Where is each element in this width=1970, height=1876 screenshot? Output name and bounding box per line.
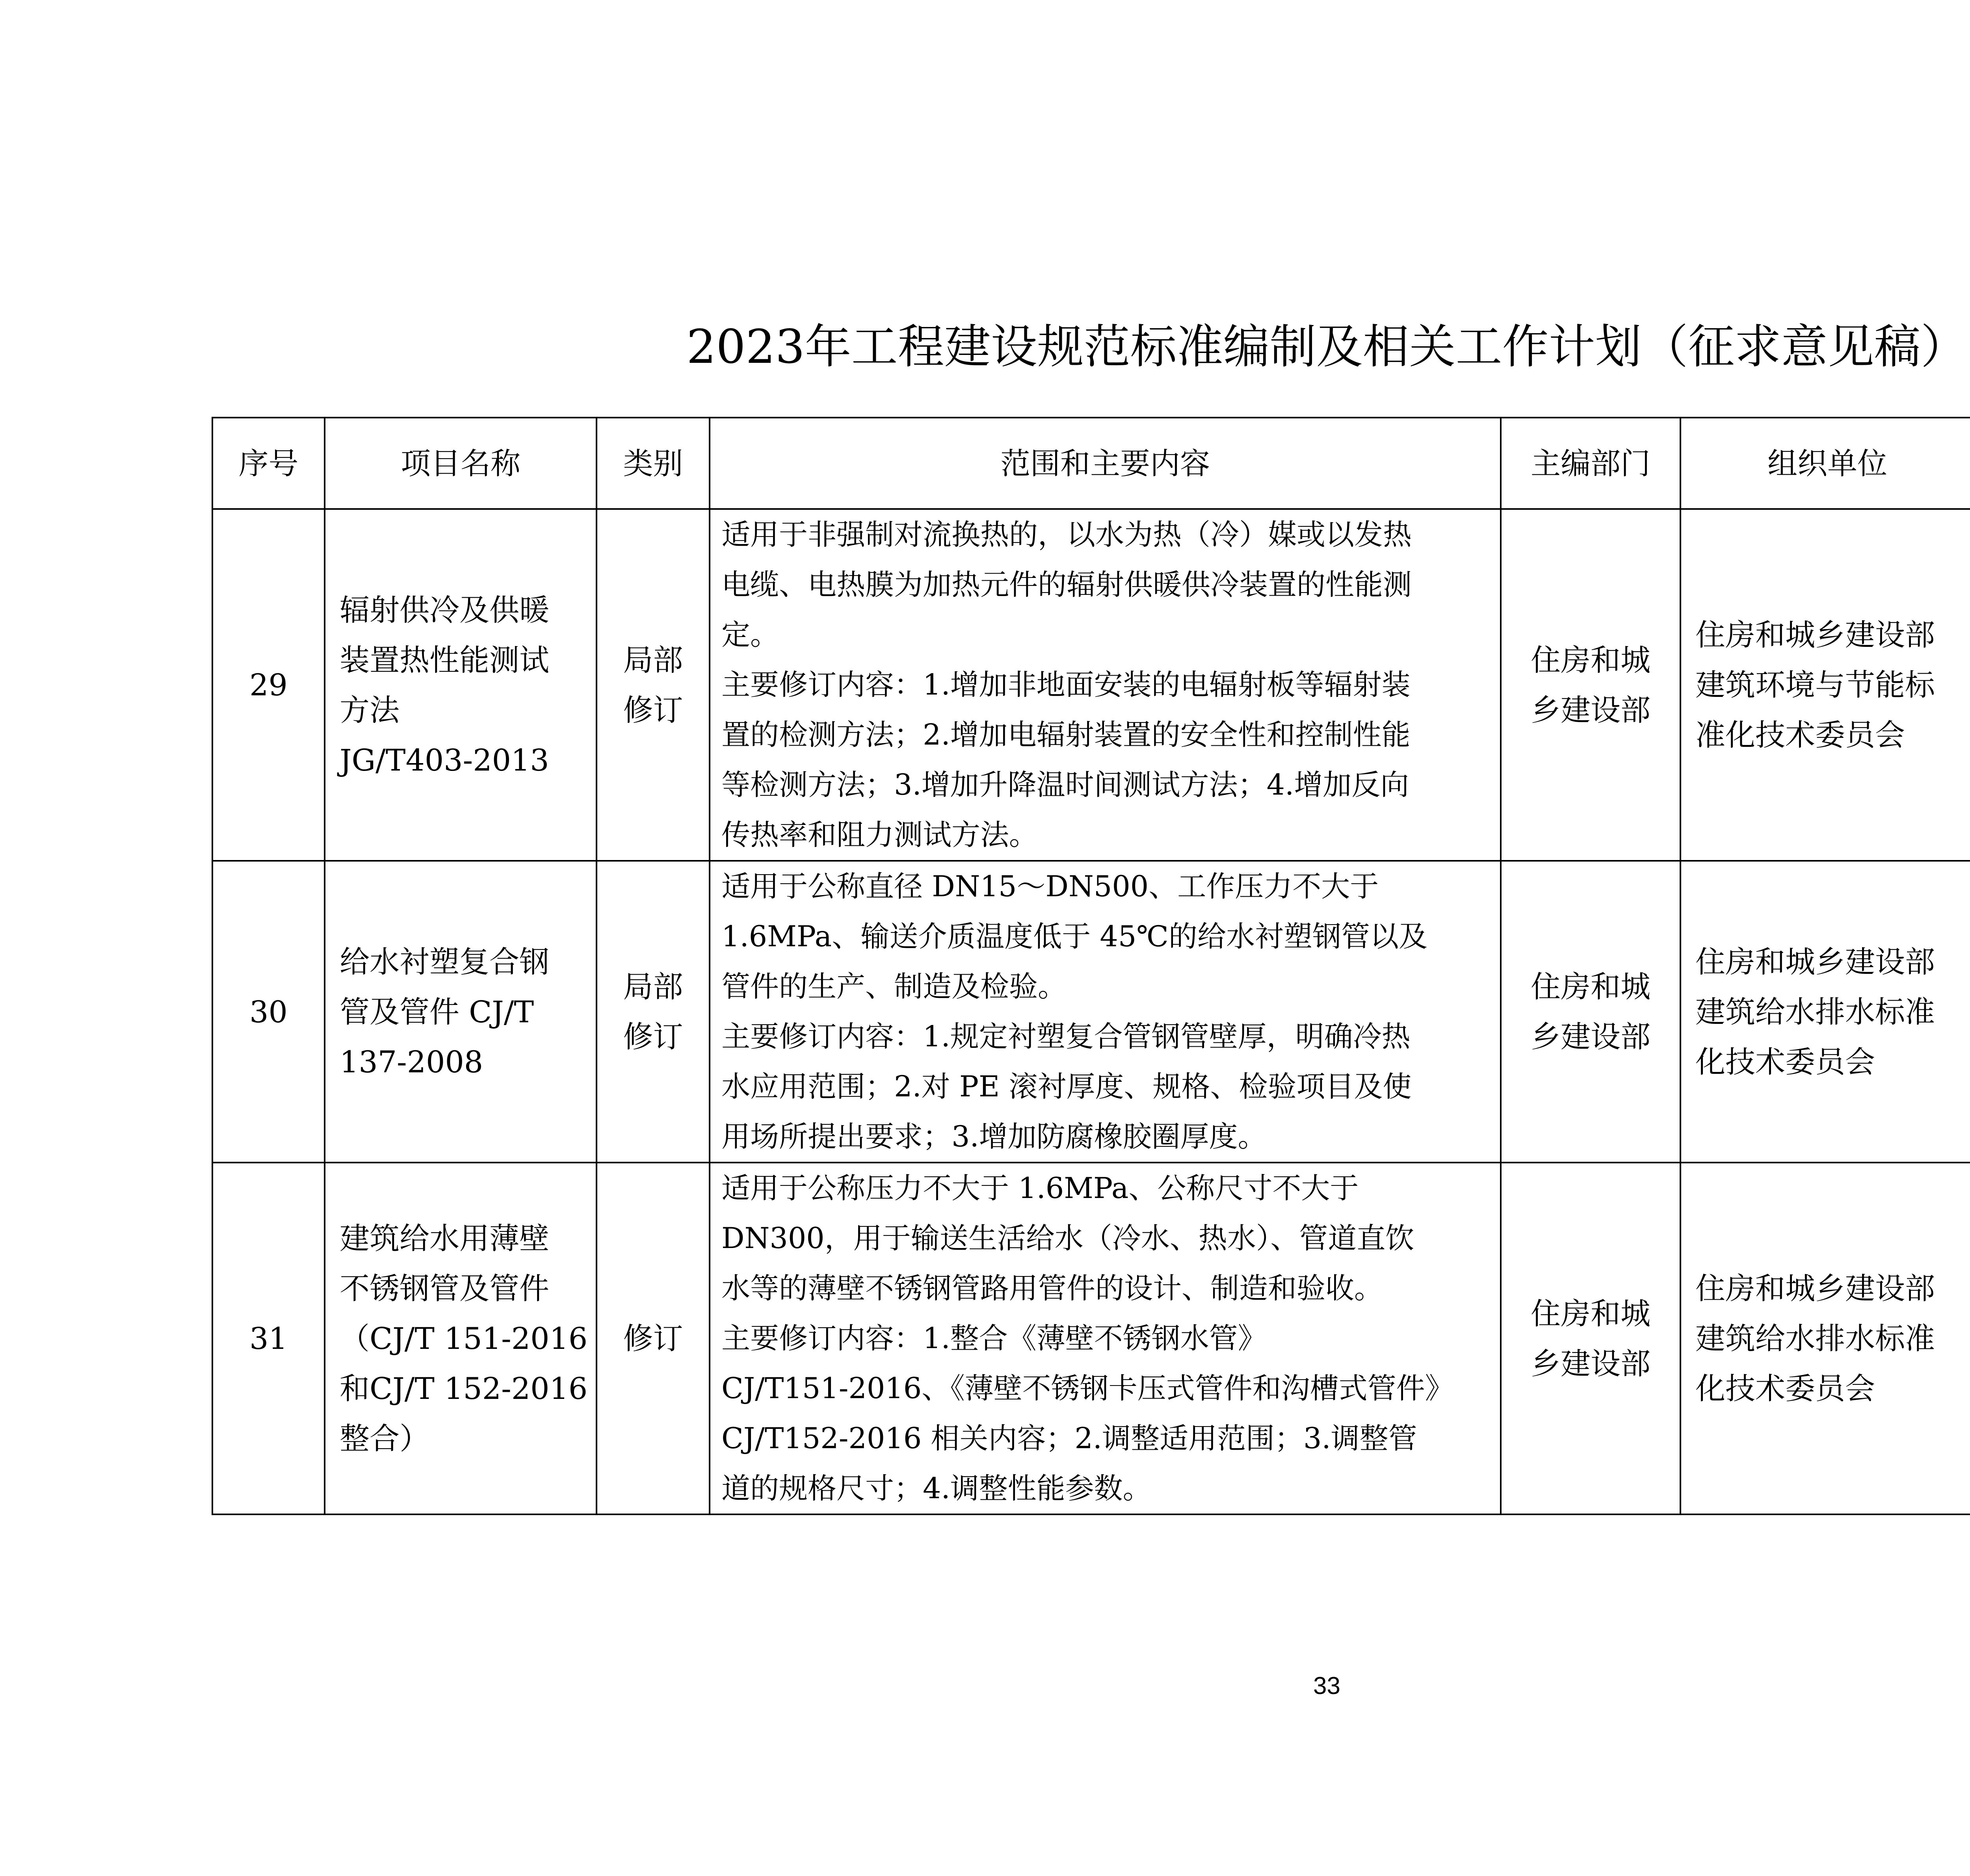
- page-number: 33: [1313, 1672, 1340, 1700]
- cell-category: 修订: [597, 1163, 710, 1514]
- header-category: 类别: [597, 418, 710, 509]
- cell-no: 31: [212, 1163, 325, 1514]
- header-editor: 主编部门: [1501, 418, 1680, 509]
- cell-editor: 住房和城 乡建设部: [1501, 1163, 1680, 1514]
- table-row: [212, 1163, 1970, 1514]
- cell-no: 30: [212, 861, 325, 1163]
- header-name: 项目名称: [325, 418, 597, 509]
- cell-name: 辐射供冷及供暖 装置热性能测试 方法 JG/T403-2013: [325, 509, 597, 861]
- plan-table: [212, 417, 1970, 1515]
- header-org: 组织单位: [1680, 418, 1970, 509]
- cell-name: 建筑给水用薄壁 不锈钢管及管件 （CJ/T 151-2016 和CJ/T 152-2016 整合）: [325, 1163, 597, 1514]
- table-header-row: [212, 418, 1970, 509]
- page-title: 2023年工程建设规范标准编制及相关工作计划（征求意见稿）: [686, 319, 1967, 374]
- cell-content: 适用于非强制对流换热的，以水为热（冷）媒或以发热 电缆、电热膜为加热元件的辐射供暖供冷装置的性能测 定。 主要修订内容：1.增加非地面安装的电辐射板等辐射装 置的检测方法；2.增加电辐射装置的安全性和控制性能 等检测方法；3.增加升降温时间测试方法；4.增加反向 传热率和阻力测试方法。: [710, 509, 1501, 861]
- cell-name: 给水衬塑复合钢 管及管件 CJ/T 137-2008: [325, 861, 597, 1163]
- header-no: 序号: [212, 418, 325, 509]
- cell-org: 住房和城乡建设部 建筑环境与节能标 准化技术委员会: [1680, 509, 1970, 861]
- table-row: [212, 861, 1970, 1163]
- cell-category: 局部 修订: [597, 861, 710, 1163]
- cell-editor: 住房和城 乡建设部: [1501, 861, 1680, 1163]
- cell-category: 局部 修订: [597, 509, 710, 861]
- cell-org: 住房和城乡建设部 建筑给水排水标准 化技术委员会: [1680, 1163, 1970, 1514]
- cell-content: 适用于公称压力不大于 1.6MPa、公称尺寸不大于 DN300，用于输送生活给水（冷水、热水）、管道直饮 水等的薄壁不锈钢管路用管件的设计、制造和验收。 主要修订内容：1.整合《薄壁不锈钢水管》 CJ/T151-2016、《薄壁不锈钢卡压式管件和沟槽式管件》 CJ/T152-2016 相关内容；2.调整适用范围；3.调整管 道的规格尺寸；4.调整性能参数。: [710, 1163, 1501, 1514]
- cell-content: 适用于公称直径 DN15～DN500、工作压力不大于 1.6MPa、输送介质温度低于 45℃的给水衬塑钢管以及 管件的生产、制造及检验。 主要修订内容：1.规定衬塑复合管钢管壁厚，明确冷热 水应用范围；2.对 PE 滚衬厚度、规格、检验项目及使 用场所提出要求；3.增加防腐橡胶圈厚度。: [710, 861, 1501, 1163]
- cell-editor: 住房和城 乡建设部: [1501, 509, 1680, 861]
- table-row: [212, 509, 1970, 861]
- cell-no: 29: [212, 509, 325, 861]
- cell-org: 住房和城乡建设部 建筑给水排水标准 化技术委员会: [1680, 861, 1970, 1163]
- header-content: 范围和主要内容: [710, 418, 1501, 509]
